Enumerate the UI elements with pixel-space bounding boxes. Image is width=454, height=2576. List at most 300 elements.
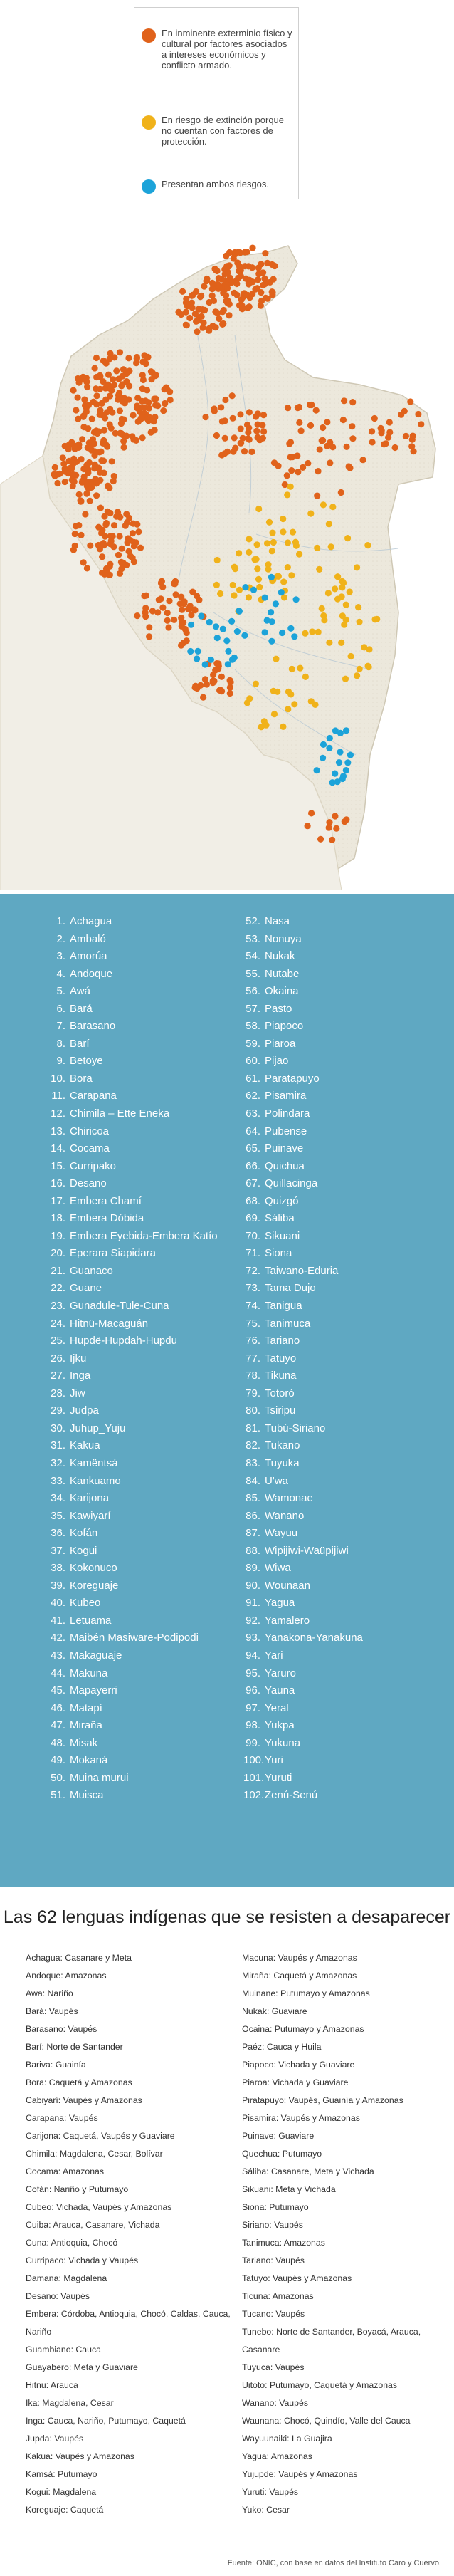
community-marker	[307, 511, 314, 517]
people-name: Hitnü-Macaguán	[70, 1317, 149, 1330]
community-marker	[285, 706, 291, 712]
language-item: Siriano: Vaupés	[242, 2220, 303, 2230]
community-marker	[315, 468, 321, 474]
community-marker	[332, 771, 338, 777]
community-marker	[280, 528, 286, 535]
community-marker	[260, 412, 267, 418]
item-number: 77.	[246, 1352, 260, 1365]
item-number: 71.	[246, 1247, 260, 1260]
community-marker	[103, 360, 110, 367]
people-item	[48, 1475, 255, 1493]
item-number: 15.	[51, 1159, 65, 1172]
community-marker	[183, 299, 189, 306]
community-marker	[342, 676, 349, 682]
people-item	[48, 1247, 255, 1265]
community-marker	[216, 316, 222, 322]
people-item	[48, 1789, 255, 1807]
item-number: 102.	[243, 1789, 265, 1802]
people-name: Wamonae	[265, 1492, 313, 1505]
community-marker	[107, 421, 113, 427]
community-marker	[255, 506, 262, 512]
community-marker	[347, 588, 353, 595]
community-marker	[349, 423, 355, 429]
item-number: 44.	[51, 1667, 65, 1679]
people-item	[243, 1318, 450, 1335]
community-marker	[178, 311, 184, 318]
language-item: Bora: Caquetá y Amazonas	[26, 2077, 132, 2087]
community-marker	[222, 435, 228, 442]
community-marker	[113, 513, 120, 520]
item-number: 61.	[246, 1072, 260, 1085]
community-marker	[109, 410, 115, 416]
people-item	[243, 1370, 450, 1387]
people-item	[243, 1615, 450, 1632]
community-marker	[204, 276, 210, 282]
people-item	[243, 1632, 450, 1649]
language-item: Carijona: Caquetá, Vaupés y Guaviare	[26, 2131, 175, 2141]
people-name: Kubeo	[70, 1597, 101, 1610]
community-marker	[258, 289, 264, 296]
community-marker	[320, 741, 327, 748]
community-marker	[223, 637, 230, 644]
item-number: 74.	[246, 1300, 260, 1313]
community-marker	[153, 372, 159, 378]
community-marker	[242, 584, 248, 590]
community-marker	[219, 418, 226, 424]
community-marker	[236, 268, 242, 274]
community-marker	[204, 681, 210, 687]
community-marker	[273, 600, 279, 607]
people-name: Pasto	[265, 1002, 292, 1015]
language-item: Puinave: Guaviare	[242, 2131, 315, 2141]
community-marker	[159, 605, 166, 611]
people-item	[48, 1684, 255, 1702]
language-item: Guayabero: Meta y Guaviare	[26, 2362, 138, 2372]
item-number: 6.	[56, 1002, 65, 1015]
community-marker	[325, 590, 332, 596]
community-marker	[340, 417, 347, 423]
item-number: 70.	[246, 1229, 260, 1242]
language-item: Sikuani: Meta y Vichada	[242, 2184, 336, 2194]
community-marker	[250, 278, 256, 285]
item-number: 21.	[51, 1264, 65, 1277]
community-marker	[260, 428, 267, 434]
people-name: Nukak	[265, 950, 295, 963]
languages-list-left	[26, 1949, 239, 2519]
community-marker	[210, 672, 216, 678]
item-number: 55.	[246, 967, 260, 980]
people-name: Kawiyarí	[70, 1509, 111, 1522]
community-marker	[188, 622, 194, 628]
people-item	[48, 1457, 255, 1475]
item-number: 93.	[246, 1632, 260, 1644]
community-marker	[237, 249, 243, 256]
people-item	[243, 915, 450, 933]
language-item: Yujupde: Vaupés y Amazonas	[242, 2469, 358, 2479]
community-marker	[97, 372, 103, 379]
people-item	[243, 933, 450, 951]
people-item	[48, 1492, 255, 1510]
community-marker	[171, 617, 177, 623]
community-marker	[110, 543, 117, 550]
community-marker	[297, 665, 303, 672]
language-item: Ticuna: Amazonas	[242, 2291, 314, 2301]
people-item	[243, 1510, 450, 1528]
people-name: Chiricoa	[70, 1125, 110, 1137]
community-marker	[194, 685, 200, 692]
people-name: Karijona	[70, 1492, 110, 1505]
community-marker	[139, 372, 146, 378]
community-marker	[341, 397, 347, 404]
community-marker	[218, 404, 224, 410]
people-name: Betoye	[70, 1055, 103, 1068]
community-marker	[224, 449, 231, 455]
people-item	[48, 1177, 255, 1195]
community-marker	[189, 589, 196, 595]
community-marker	[308, 402, 315, 408]
community-marker	[158, 580, 164, 586]
community-marker	[206, 325, 212, 332]
people-name: Achagua	[70, 915, 112, 927]
community-marker	[211, 266, 218, 272]
item-number: 83.	[246, 1456, 260, 1469]
people-name: Tsiripu	[265, 1404, 296, 1417]
item-number: 88.	[246, 1544, 260, 1557]
community-marker	[386, 419, 393, 425]
item-number: 30.	[51, 1422, 65, 1434]
language-item: Cabiyarí: Vaupés y Amazonas	[26, 2095, 142, 2105]
community-marker	[99, 553, 105, 560]
language-item: Tatuyo: Vaupés y Amazonas	[242, 2273, 352, 2283]
community-marker	[239, 306, 246, 312]
community-marker	[70, 547, 77, 553]
community-marker	[144, 387, 150, 393]
community-marker	[324, 443, 330, 449]
language-item: Ika: Magdalena, Cesar	[26, 2398, 114, 2408]
people-name: Quizgó	[265, 1194, 299, 1207]
community-marker	[214, 281, 221, 288]
item-number: 92.	[246, 1614, 260, 1627]
people-item	[48, 1702, 255, 1720]
community-marker	[288, 467, 295, 474]
community-marker	[225, 648, 231, 655]
item-number: 53.	[246, 932, 260, 945]
community-marker	[76, 491, 83, 498]
language-item: Siona: Putumayo	[242, 2202, 309, 2212]
community-marker	[403, 433, 409, 439]
community-marker	[202, 414, 208, 420]
people-name: Matapí	[70, 1701, 102, 1714]
community-marker	[264, 540, 270, 546]
community-marker	[290, 529, 296, 536]
people-name: Nasa	[265, 915, 290, 927]
community-marker	[110, 376, 116, 382]
item-number: 9.	[56, 1055, 65, 1068]
community-marker	[70, 387, 77, 394]
people-name: Siona	[265, 1247, 292, 1260]
people-name: Awá	[70, 985, 90, 998]
people-name: Tuyuka	[265, 1456, 300, 1469]
people-item	[243, 1667, 450, 1685]
community-marker	[81, 474, 88, 480]
people-name: Muisca	[70, 1789, 104, 1802]
community-marker	[212, 308, 218, 315]
community-marker	[231, 255, 237, 261]
community-marker	[135, 528, 142, 535]
people-item	[48, 1387, 255, 1405]
item-number: 16.	[51, 1177, 65, 1190]
people-item	[243, 1230, 450, 1248]
community-marker	[354, 564, 360, 570]
people-name: Yukuna	[265, 1736, 301, 1749]
people-item	[48, 1212, 255, 1230]
community-marker	[177, 600, 184, 607]
community-marker	[332, 813, 338, 819]
item-number: 101.	[243, 1771, 265, 1784]
language-item: Wanano: Vaupés	[242, 2398, 308, 2408]
language-item: Piratapuyo: Vaupés, Guainía y Amazonas	[242, 2095, 403, 2105]
community-marker	[253, 681, 259, 687]
community-marker	[73, 407, 79, 413]
community-marker	[314, 767, 320, 773]
item-number: 84.	[246, 1474, 260, 1487]
people-name: Wipijiwi-Waüpijiwi	[265, 1544, 349, 1557]
community-marker	[148, 429, 154, 436]
community-marker	[171, 580, 177, 587]
community-marker	[102, 414, 108, 421]
people-name: Totoró	[265, 1387, 295, 1399]
community-marker	[287, 625, 294, 632]
community-marker	[178, 594, 184, 600]
community-marker	[119, 416, 125, 422]
people-item	[243, 1789, 450, 1807]
people-name: Misak	[70, 1736, 98, 1749]
item-number: 96.	[246, 1684, 260, 1697]
item-number: 72.	[246, 1264, 260, 1277]
community-marker	[117, 533, 123, 539]
community-marker	[258, 724, 265, 730]
people-item	[48, 1667, 255, 1685]
item-number: 97.	[246, 1701, 260, 1714]
community-marker	[201, 283, 207, 290]
item-number: 51.	[51, 1789, 65, 1802]
community-marker	[349, 435, 356, 442]
community-marker	[280, 724, 286, 730]
people-name: U'wa	[265, 1474, 288, 1487]
community-marker	[270, 688, 277, 694]
community-marker	[289, 666, 295, 672]
community-marker	[196, 597, 202, 603]
language-item: Awa: Nariño	[26, 1988, 73, 1998]
item-number: 81.	[246, 1422, 260, 1434]
community-marker	[309, 628, 315, 635]
people-item	[48, 1422, 255, 1440]
community-marker	[194, 328, 200, 335]
community-marker	[243, 276, 249, 282]
people-item	[243, 1719, 450, 1737]
community-marker	[261, 718, 268, 724]
community-marker	[246, 437, 253, 443]
community-marker	[154, 609, 161, 615]
people-item	[243, 1055, 450, 1073]
item-number: 42.	[51, 1632, 65, 1644]
people-item	[48, 1160, 255, 1178]
community-marker	[87, 498, 93, 504]
community-marker	[73, 459, 80, 465]
people-name: Sikuani	[265, 1229, 300, 1242]
community-marker	[230, 582, 236, 588]
people-item	[243, 1475, 450, 1493]
community-marker	[270, 539, 277, 546]
community-marker	[75, 522, 82, 528]
people-name: Cocama	[70, 1142, 110, 1155]
community-marker	[89, 416, 95, 422]
community-marker	[258, 261, 264, 267]
community-marker	[264, 617, 270, 624]
community-marker	[240, 293, 246, 300]
people-name: Guanaco	[70, 1264, 113, 1277]
people-name: Letuama	[70, 1614, 112, 1627]
people-name: Hupdë-Hupdah-Hupdu	[70, 1335, 177, 1347]
community-marker	[198, 293, 204, 299]
people-item	[243, 1177, 450, 1195]
people-item	[48, 915, 255, 933]
community-marker	[253, 428, 260, 434]
item-number: 58.	[246, 1020, 260, 1033]
item-number: 65.	[246, 1142, 260, 1155]
language-item: Damana: Magdalena	[26, 2273, 107, 2283]
community-marker	[164, 617, 171, 624]
community-marker	[256, 584, 263, 590]
community-marker	[271, 711, 278, 717]
community-marker	[246, 409, 253, 415]
people-item	[243, 1422, 450, 1440]
community-marker	[81, 397, 88, 403]
language-item: Desano: Vaupés	[26, 2291, 90, 2301]
community-marker	[123, 378, 130, 385]
language-item: Inga: Cauca, Nariño, Putumayo, Caquetá	[26, 2416, 186, 2426]
community-marker	[305, 823, 311, 829]
community-marker	[282, 481, 288, 488]
community-marker	[409, 437, 416, 443]
people-item	[48, 985, 255, 1003]
people-name: Embera Eyebida-Embera Katío	[70, 1229, 218, 1242]
item-number: 40.	[51, 1597, 65, 1610]
community-marker	[383, 440, 389, 447]
community-marker	[231, 655, 238, 661]
people-item	[48, 1545, 255, 1563]
languages-section	[0, 1887, 454, 2576]
community-marker	[98, 457, 105, 464]
community-marker	[210, 678, 216, 684]
community-marker	[216, 663, 222, 669]
people-item	[48, 1649, 255, 1667]
community-marker	[408, 443, 415, 449]
community-marker	[314, 493, 320, 499]
community-marker	[119, 546, 125, 552]
people-name: Yari	[265, 1649, 283, 1662]
people-item	[243, 1160, 450, 1178]
community-marker	[189, 300, 195, 306]
people-item	[243, 1772, 450, 1790]
community-marker	[232, 445, 238, 452]
community-marker	[244, 422, 250, 428]
people-name: Bora	[70, 1072, 93, 1085]
community-marker	[187, 648, 194, 655]
community-marker	[291, 633, 297, 640]
community-marker	[255, 410, 261, 417]
community-marker	[226, 312, 232, 318]
people-item	[48, 1439, 255, 1457]
community-marker	[268, 638, 275, 645]
community-marker	[220, 626, 226, 632]
community-marker	[105, 382, 111, 388]
people-item	[243, 1597, 450, 1615]
community-marker	[151, 395, 157, 402]
item-number: 73.	[246, 1282, 260, 1295]
people-name: Yaruro	[265, 1667, 296, 1679]
people-item	[243, 1387, 450, 1405]
item-number: 4.	[56, 967, 65, 980]
community-marker	[418, 421, 424, 427]
people-name: Yuri	[265, 1754, 283, 1767]
item-number: 52.	[246, 915, 260, 927]
community-marker	[329, 837, 335, 843]
community-marker	[249, 291, 255, 297]
language-item: Curripaco: Vichada y Vaupés	[26, 2256, 139, 2265]
language-item: Jupda: Vaupés	[26, 2434, 84, 2444]
community-marker	[99, 570, 105, 576]
community-marker	[213, 324, 219, 330]
community-marker	[357, 666, 363, 672]
people-name: Tatuyo	[265, 1352, 297, 1365]
community-marker	[198, 612, 204, 619]
community-marker	[214, 635, 221, 641]
legend-item-extermination	[142, 28, 292, 71]
community-marker	[93, 355, 100, 361]
community-marker	[369, 428, 375, 434]
community-marker	[65, 446, 72, 452]
people-name: Taiwano-Eduria	[265, 1264, 339, 1277]
community-marker	[80, 559, 87, 565]
language-item: Kogui: Magdalena	[26, 2487, 97, 2497]
item-number: 37.	[51, 1544, 65, 1557]
community-marker	[392, 444, 398, 451]
community-marker	[75, 395, 81, 401]
source-note: Fuente: ONIC, con base en datos del Instituto Caro y Cuervo.	[227, 2559, 441, 2567]
item-number: 86.	[246, 1509, 260, 1522]
item-number: 94.	[246, 1649, 260, 1662]
community-marker	[75, 416, 81, 422]
people-name: Kamëntsá	[70, 1456, 118, 1469]
item-number: 50.	[51, 1771, 65, 1784]
community-marker	[137, 409, 143, 415]
community-marker	[84, 384, 90, 390]
community-marker	[231, 592, 237, 598]
community-marker	[202, 661, 208, 667]
community-marker	[195, 648, 201, 655]
community-marker	[269, 288, 275, 295]
community-marker	[85, 466, 91, 473]
peoples-list	[0, 894, 454, 1887]
community-marker	[227, 690, 233, 697]
community-marker	[262, 629, 268, 635]
language-item: Tunebo: Norte de Santander, Boyacá, Arauca, Casanare	[242, 2327, 421, 2355]
people-name: Mapayerri	[70, 1684, 117, 1697]
item-number: 22.	[51, 1282, 65, 1295]
item-number: 45.	[51, 1684, 65, 1697]
map-legend	[134, 7, 299, 199]
